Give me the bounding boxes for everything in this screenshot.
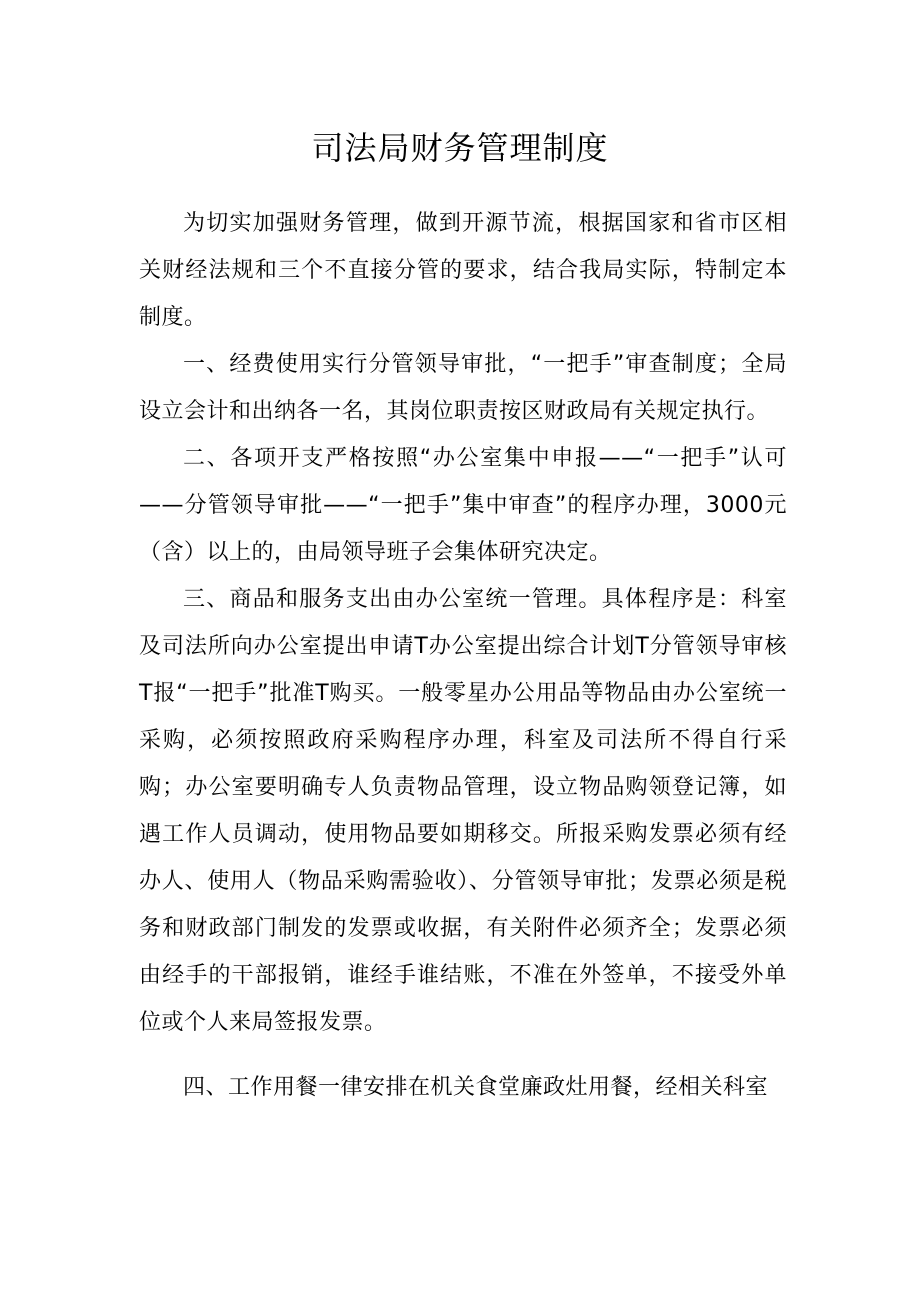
paragraph-intro: 为切实加强财务管理，做到开源节流，根据国家和省市区相关财经法规和三个不直接分管的要求，结合我局实际，特制定本制度。 <box>139 211 787 330</box>
document-title: 司法局财务管理制度 <box>311 129 609 167</box>
paragraph-article-2: 二、各项开支严格按照“办公室集中申报——“一把手”认可——分管领导审批——“一把手”集中审查”的程序办理，3000元（含）以上的，由局领导班子会集体研究决定。 <box>139 446 787 565</box>
paragraph-article-3: 三、商品和服务支出由办公室统一管理。具体程序是：科室及司法所向办公室提出申请T办公室提出综合计划T分管领导审核T报“一把手”批准T购买。一般零星办公用品等物品由办公室统一采购，必须按照政府采购程序办理，科室及司法所不得自行采购；办公室要明确专人负责物品管理，设立物品购领登记簿，如遇工作人员调动，使用物品要如期移交。所报采购发票必须有经办人、使用人（物品采购需验收）、分管领导审批；发票必须是税务和财政部门制发的发票或收据，有关附件必须齐全；发票必须由经手的干部报销，谁经手谁结账，不准在外签单，不接受外单位或个人来局签报发票。 <box>139 587 787 1035</box>
paragraph-article-4: 四、工作用餐一律安排在机关食堂廉政灶用餐，经相关科室 <box>183 1075 769 1100</box>
document-body <box>139 200 787 1111</box>
paragraph-article-1: 一、经费使用实行分管领导审批，“一把手”审查制度；全局设立会计和出纳各一名，其岗位职责按区财政局有关规定执行。 <box>139 352 787 424</box>
